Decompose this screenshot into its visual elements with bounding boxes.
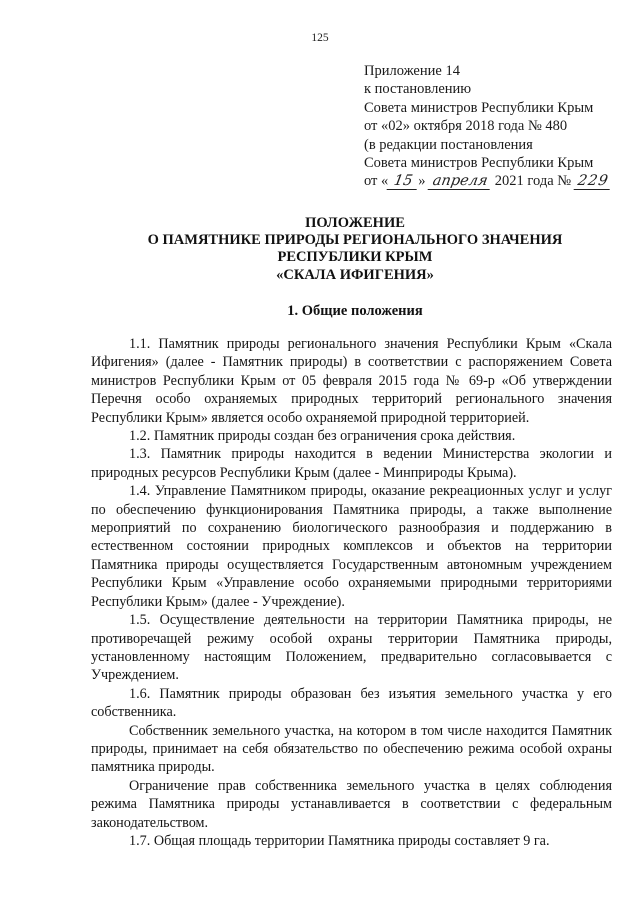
paragraph: 1.4. Управление Памятником природы, оказание рекреационных услуг и услуг по обеспечению функционирования Памятника природы, а также выполнение мероприятий по сохранению биологического разнообразия и поддержанию в естественном состоянии природных комплексов и объектов на территории Памятника природы осуществляется Государственным автономным учреждением Республики Крым «Управление особо охраняемыми природными территориями Республики Крым» (далее - Учреждение). bbox=[91, 483, 612, 610]
body-text bbox=[91, 335, 612, 850]
appendix-line: от «02» октября 2018 года № 480 bbox=[364, 118, 568, 135]
handwritten-month: апреля bbox=[428, 174, 493, 190]
paragraph: 1.1. Памятник природы регионального значения Республики Крым «Скала Ифигения» (далее - Памятник природы) в соответствии с распоряжением Совета министров Республики Крым от 05 февраля 2015 года № 69-р «Об утверждении Перечня особо охраняемых природных территорий регионального значения Республики Крым» является особо охраняемой природной территорией. bbox=[91, 336, 612, 426]
appendix-line: Совета министров Республики Крым bbox=[364, 155, 594, 172]
paragraph: Ограничение прав собственника земельного участка в целях соблюдения режима Памятника природы устанавливается в соответствии с федеральным законодательством. bbox=[91, 777, 612, 831]
date-quote: » bbox=[418, 173, 426, 190]
paragraph: 1.2. Памятник природы создан без ограничения срока действия. bbox=[129, 428, 516, 445]
handwritten-day: 15 bbox=[387, 174, 420, 190]
title-line: РЕСПУБЛИКИ КРЫМ bbox=[277, 249, 433, 266]
date-prefix: от « bbox=[364, 173, 389, 190]
appendix-date-line bbox=[364, 172, 634, 190]
date-year: 2021 года № bbox=[494, 173, 572, 190]
title-line: ПОЛОЖЕНИЕ bbox=[305, 215, 405, 231]
appendix-line: Совета министров Республики Крым bbox=[364, 99, 594, 116]
appendix-line: Приложение 14 bbox=[364, 63, 460, 79]
paragraph: Собственник земельного участка, на котором в том числе находится Памятник природы, принимает на себя обязательство по обеспечению режима особой охраны памятника природы. bbox=[91, 722, 612, 776]
document-title bbox=[0, 215, 640, 284]
paragraph: 1.6. Памятник природы образован без изъятия земельного участка у его собственника. bbox=[91, 685, 612, 721]
paragraph: 1.3. Памятник природы находится в ведении Министерства экологии и природных ресурсов Республики Крым (далее - Минприроды Крыма). bbox=[91, 446, 612, 481]
section-heading: 1. Общие положения bbox=[287, 303, 423, 319]
title-line: О ПАМЯТНИКЕ ПРИРОДЫ РЕГИОНАЛЬНОГО ЗНАЧЕНИЯ bbox=[147, 232, 563, 249]
appendix-block bbox=[364, 62, 634, 191]
handwritten-number: 229 bbox=[573, 174, 612, 190]
page-number: 125 bbox=[311, 32, 329, 44]
paragraph: 1.7. Общая площадь территории Памятника природы составляет 9 га. bbox=[129, 832, 550, 849]
appendix-line: (в редакции постановления bbox=[364, 136, 533, 153]
appendix-line: к постановлению bbox=[364, 81, 472, 98]
title-line: «СКАЛА ИФИГЕНИЯ» bbox=[276, 266, 434, 283]
paragraph: 1.5. Осуществление деятельности на территории Памятника природы, не противоречащей режиму особой охраны территории Памятника природы, установленному настоящим Положением, предварительно согласовывается с Учреждением. bbox=[91, 612, 612, 684]
